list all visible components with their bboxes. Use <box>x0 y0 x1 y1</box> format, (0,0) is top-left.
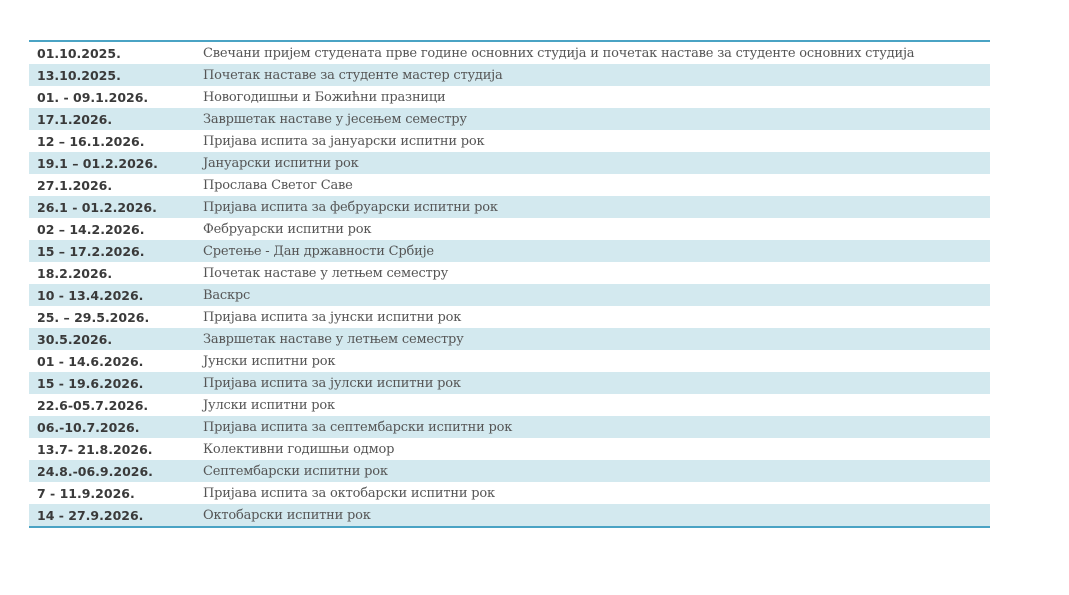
event-cell: Јулски испитни рок <box>195 394 990 416</box>
calendar-row <box>29 196 990 218</box>
calendar-row <box>29 306 990 328</box>
calendar-row <box>29 240 990 262</box>
event-cell: Прослава Светог Саве <box>195 174 990 196</box>
date-cell: 18.2.2026. <box>29 262 195 284</box>
calendar-row <box>29 64 990 86</box>
calendar-row <box>29 284 990 306</box>
date-cell: 27.1.2026. <box>29 174 195 196</box>
event-cell: Пријава испита за јулски испитни рок <box>195 372 990 394</box>
event-cell: Пријава испита за јануарски испитни рок <box>195 130 990 152</box>
date-cell: 26.1 - 01.2.2026. <box>29 196 195 218</box>
event-cell: Новогодишњи и Божићни празници <box>195 86 990 108</box>
calendar-row <box>29 416 990 438</box>
date-cell: 13.7- 21.8.2026. <box>29 438 195 460</box>
event-cell: Почетак наставе у летњем семестру <box>195 262 990 284</box>
calendar-row <box>29 372 990 394</box>
date-cell: 25. – 29.5.2026. <box>29 306 195 328</box>
date-cell: 7 - 11.9.2026. <box>29 482 195 504</box>
calendar-row <box>29 438 990 460</box>
event-cell: Септембарски испитни рок <box>195 460 990 482</box>
event-cell: Васкрс <box>195 284 990 306</box>
date-cell: 15 - 19.6.2026. <box>29 372 195 394</box>
date-cell: 01 - 14.6.2026. <box>29 350 195 372</box>
date-cell: 01.10.2025. <box>29 41 195 64</box>
date-cell: 06.-10.7.2026. <box>29 416 195 438</box>
academic-calendar-table <box>29 40 990 528</box>
event-cell: Пријава испита за фебруарски испитни рок <box>195 196 990 218</box>
calendar-row <box>29 41 990 64</box>
calendar-body <box>29 41 990 527</box>
calendar-row <box>29 350 990 372</box>
calendar-row <box>29 482 990 504</box>
calendar-row <box>29 262 990 284</box>
event-cell: Фебруарски испитни рок <box>195 218 990 240</box>
date-cell: 02 – 14.2.2026. <box>29 218 195 240</box>
date-cell: 30.5.2026. <box>29 328 195 350</box>
date-cell: 17.1.2026. <box>29 108 195 130</box>
date-cell: 15 – 17.2.2026. <box>29 240 195 262</box>
calendar-row <box>29 152 990 174</box>
event-cell: Пријава испита за октобарски испитни рок <box>195 482 990 504</box>
event-cell: Колективни годишњи одмор <box>195 438 990 460</box>
date-cell: 24.8.-06.9.2026. <box>29 460 195 482</box>
date-cell: 22.6-05.7.2026. <box>29 394 195 416</box>
event-cell: Завршетак наставе у летњем семестру <box>195 328 990 350</box>
date-cell: 10 - 13.4.2026. <box>29 284 195 306</box>
event-cell: Пријава испита за јунски испитни рок <box>195 306 990 328</box>
calendar-row <box>29 504 990 527</box>
calendar-row <box>29 394 990 416</box>
date-cell: 12 – 16.1.2026. <box>29 130 195 152</box>
calendar-row <box>29 174 990 196</box>
calendar-row <box>29 218 990 240</box>
event-cell: Октобарски испитни рок <box>195 504 990 527</box>
calendar-row <box>29 460 990 482</box>
event-cell: Пријава испита за септембарски испитни рок <box>195 416 990 438</box>
calendar-row <box>29 328 990 350</box>
date-cell: 19.1 – 01.2.2026. <box>29 152 195 174</box>
event-cell: Јануарски испитни рок <box>195 152 990 174</box>
date-cell: 14 - 27.9.2026. <box>29 504 195 527</box>
date-cell: 13.10.2025. <box>29 64 195 86</box>
event-cell: Свечани пријем студената прве године основних студија и почетак наставе за студенте основних студија <box>195 41 990 64</box>
date-cell: 01. - 09.1.2026. <box>29 86 195 108</box>
calendar-row <box>29 108 990 130</box>
event-cell: Јунски испитни рок <box>195 350 990 372</box>
calendar-row <box>29 86 990 108</box>
event-cell: Завршетак наставе у јесењем семестру <box>195 108 990 130</box>
event-cell: Почетак наставе за студенте мастер студија <box>195 64 990 86</box>
event-cell: Сретење - Дан државности Србије <box>195 240 990 262</box>
calendar-row <box>29 130 990 152</box>
